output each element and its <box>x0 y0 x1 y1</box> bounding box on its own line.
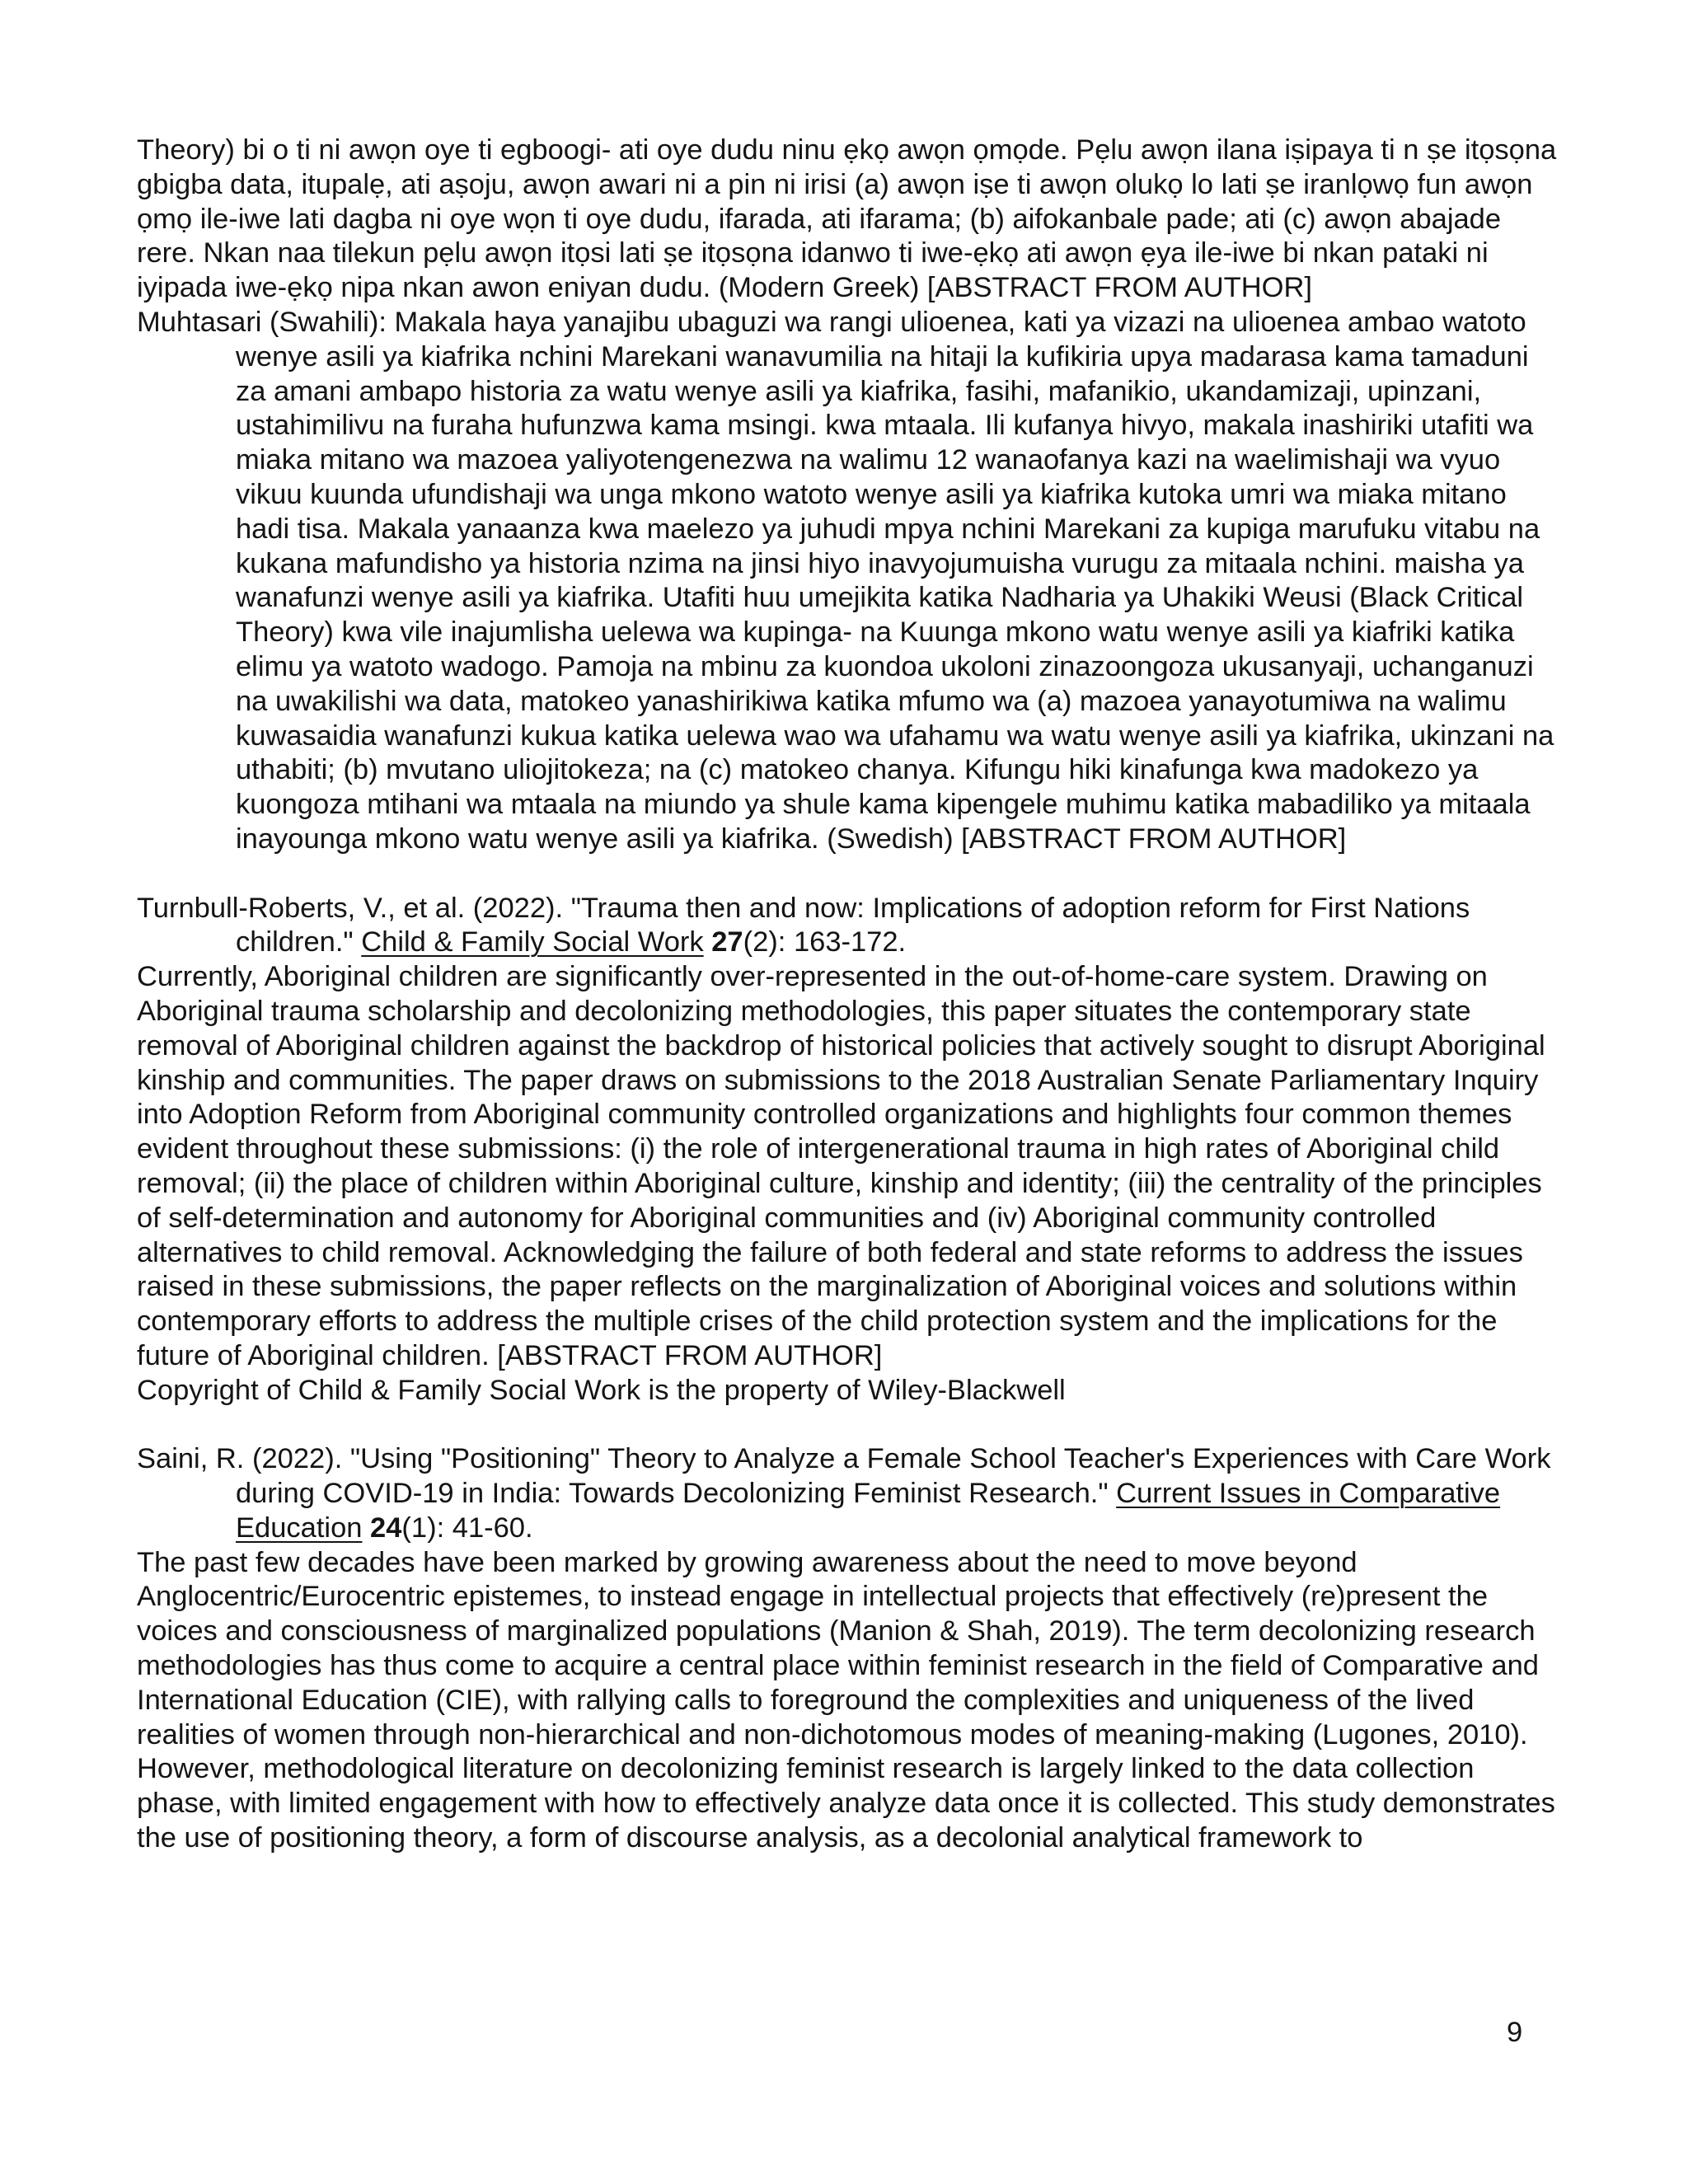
paragraph-spacer <box>137 857 1564 892</box>
copyright-notice: Copyright of Child & Family Social Work is the property of Wiley-Blackwell <box>137 1374 1066 1406</box>
volume-number: 24 <box>370 1511 402 1544</box>
citation <box>137 1442 1564 1545</box>
journal-title: Child & Family Social Work <box>361 926 704 958</box>
paragraph-spacer <box>137 1408 1564 1442</box>
citation-text: Saini, R. (2022). "Using "Positioning" Theory to Analyze a Female School Teacher's Experiences with Care Work during COVID-19 in India: Towards Decolonizing Feminist Research." <box>137 1443 1551 1510</box>
abstract: Currently, Aboriginal children are significantly over-represented in the out-of-home-care system. Drawing on Aboriginal trauma scholarship and decolonizing methodologies, this paper situates the contemporary state removal of Aboriginal children against the backdrop of historical policies that actively sought to disrupt Aboriginal kinship and communities. The paper draws on submissions to the 2018 Australian Senate Parliamentary Inquiry into Adoption Reform from Aboriginal community controlled organizations and highlights four common themes evident throughout these submissions: (i) the role of intergenerational trauma in high rates of Aboriginal child removal; (ii) the place of children within Aboriginal culture, kinship and identity; (iii) the centrality of the principles of self-determination and autonomy for Aboriginal communities and (iv) Aboriginal community controlled alternatives to child removal. Acknowledging the failure of both federal and state reforms to address the issues raised in these submissions, the paper reflects on the marginalization of Aboriginal voices and solutions within contemporary efforts to address the multiple crises of the child protection system and the implications for the future of Aboriginal children. [ABSTRACT FROM AUTHOR] <box>137 961 1545 1371</box>
reference-entry-saini <box>137 1442 1564 1856</box>
page-number: 9 <box>1507 2017 1523 2048</box>
swahili-abstract: Muhtasari (Swahili): Makala haya yanajibu ubaguzi wa rangi ulioenea, kati ya vizazi na ulioenea ambao watoto wenye asili ya kiafrika nchini Marekani wanavumilia na hitaji la kufikiria upya madarasa kama tamaduni za amani ambapo historia za watu wenye asili ya kiafrika, fasihi, mafanikio, ukandamizaji, upinzani, ustahimilivu na furaha hufunzwa kama msingi. kwa mtaala. Ili kufanya hivyo, makala inashiriki utafiti wa miaka mitano wa mazoea yaliyotengenezwa na walimu 12 wanaofanya kazi na waelimishaji wa vyuo vikuu kuunda ufundishaji wa unga mkono watoto wenye asili ya kiafrika kutoka umri wa miaka mitano hadi tisa. Makala yanaanza kwa maelezo ya juhudi mpya nchini Marekani za kupiga marufuku vitabu na kukana mafundisho ya historia nzima na jinsi hiyo inavyojumuisha vurugu za mitaala nchini. maisha ya wanafunzi wenye asili ya kiafrika. Utafiti huu umejikita katika Nadharia ya Uhakiki Weusi (Black Critical Theory) kwa vile inajumlisha uelewa wa kupinga- na Kuunga mkono watu wenye asili ya kiafriki katika elimu ya watoto wadogo. Pamoja na mbinu za kuondoa ukoloni zinazoongoza ukusanyaji, uchanganuzi na uwakilishi wa data, matokeo yanashirikiwa katika mfumo wa (a) mazoea yanayotumiwa na walimu kuwasaidia wanafunzi kukua katika uelewa wao wa ufahamu wa watu wenye asili ya kiafrika, ukinzani na uthabiti; (b) mvutano uliojitokeza; na (c) matokeo chanya. Kifungu hiki kinafunga kwa madokezo ya kuongoza mtihani wa mtaala na miundo ya shule kama kipengele muhimu katika mabadiliko ya mitaala inayounga mkono watu wenye asili ya kiafrika. (Swedish) [ABSTRACT FROM AUTHOR] <box>137 306 1554 855</box>
volume-number: 27 <box>711 926 743 958</box>
citation-space <box>704 926 712 958</box>
continued-abstract: Theory) bi o ti ni awọn oye ti egboogi- ati oye dudu ninu ẹkọ awọn ọmọde. Pẹlu awọn ilana iṣipaya ti n ṣe itọsọna gbigba data, itupalẹ, ati aṣoju, awọn awari ni a pin ni irisi (a) awọn iṣe ti awọn olukọ lo lati ṣe iranlọwọ fun awọn ọmọ ile-iwe lati dagba ni oye wọn ti oye dudu, ifarada, ati ifarama; (b) aifokanbale pade; ati (c) awọn abajade rere. Nkan naa tilekun pẹlu awọn itọsi lati ṣe itọsọna idanwo ti iwe-ẹkọ ati awọn ẹya ile-iwe bi nkan pataki ni iyipada iwe-ẹkọ nipa nkan awon eniyan dudu. (Modern Greek) [ABSTRACT FROM AUTHOR] <box>137 134 1557 304</box>
issue-pages: (2): 163-172. <box>743 926 907 958</box>
journal-title: Current Issues in Comparative Education <box>236 1478 1501 1544</box>
citation <box>137 892 1564 961</box>
document-page <box>137 134 1564 1856</box>
issue-pages: (1): 41-60. <box>401 1511 533 1544</box>
citation-text: Turnbull-Roberts, V., et al. (2022). "Trauma then and now: Implications of adoption reform for First Nations children." <box>137 892 1470 958</box>
abstract: The past few decades have been marked by growing awareness about the need to move beyond Anglocentric/Eurocentric epistemes, to instead engage in intellectual projects that effectively (re)present the voices and consciousness of marginalized populations (Manion & Shah, 2019). The term decolonizing research methodologies has thus come to acquire a central place within feminist research in the field of Comparative and International Education (CIE), with rallying calls to foreground the complexities and uniqueness of the lived realities of women through non-hierarchical and non-dichotomous modes of meaning-making (Lugones, 2010). However, methodological literature on decolonizing feminist research is largely linked to the data collection phase, with limited engagement with how to effectively analyze data once it is collected. This study demonstrates the use of positioning theory, a form of discourse analysis, as a decolonial analytical framework to <box>137 1546 1555 1854</box>
reference-entry-turnbull-roberts <box>137 892 1564 1408</box>
citation-space <box>362 1512 370 1544</box>
